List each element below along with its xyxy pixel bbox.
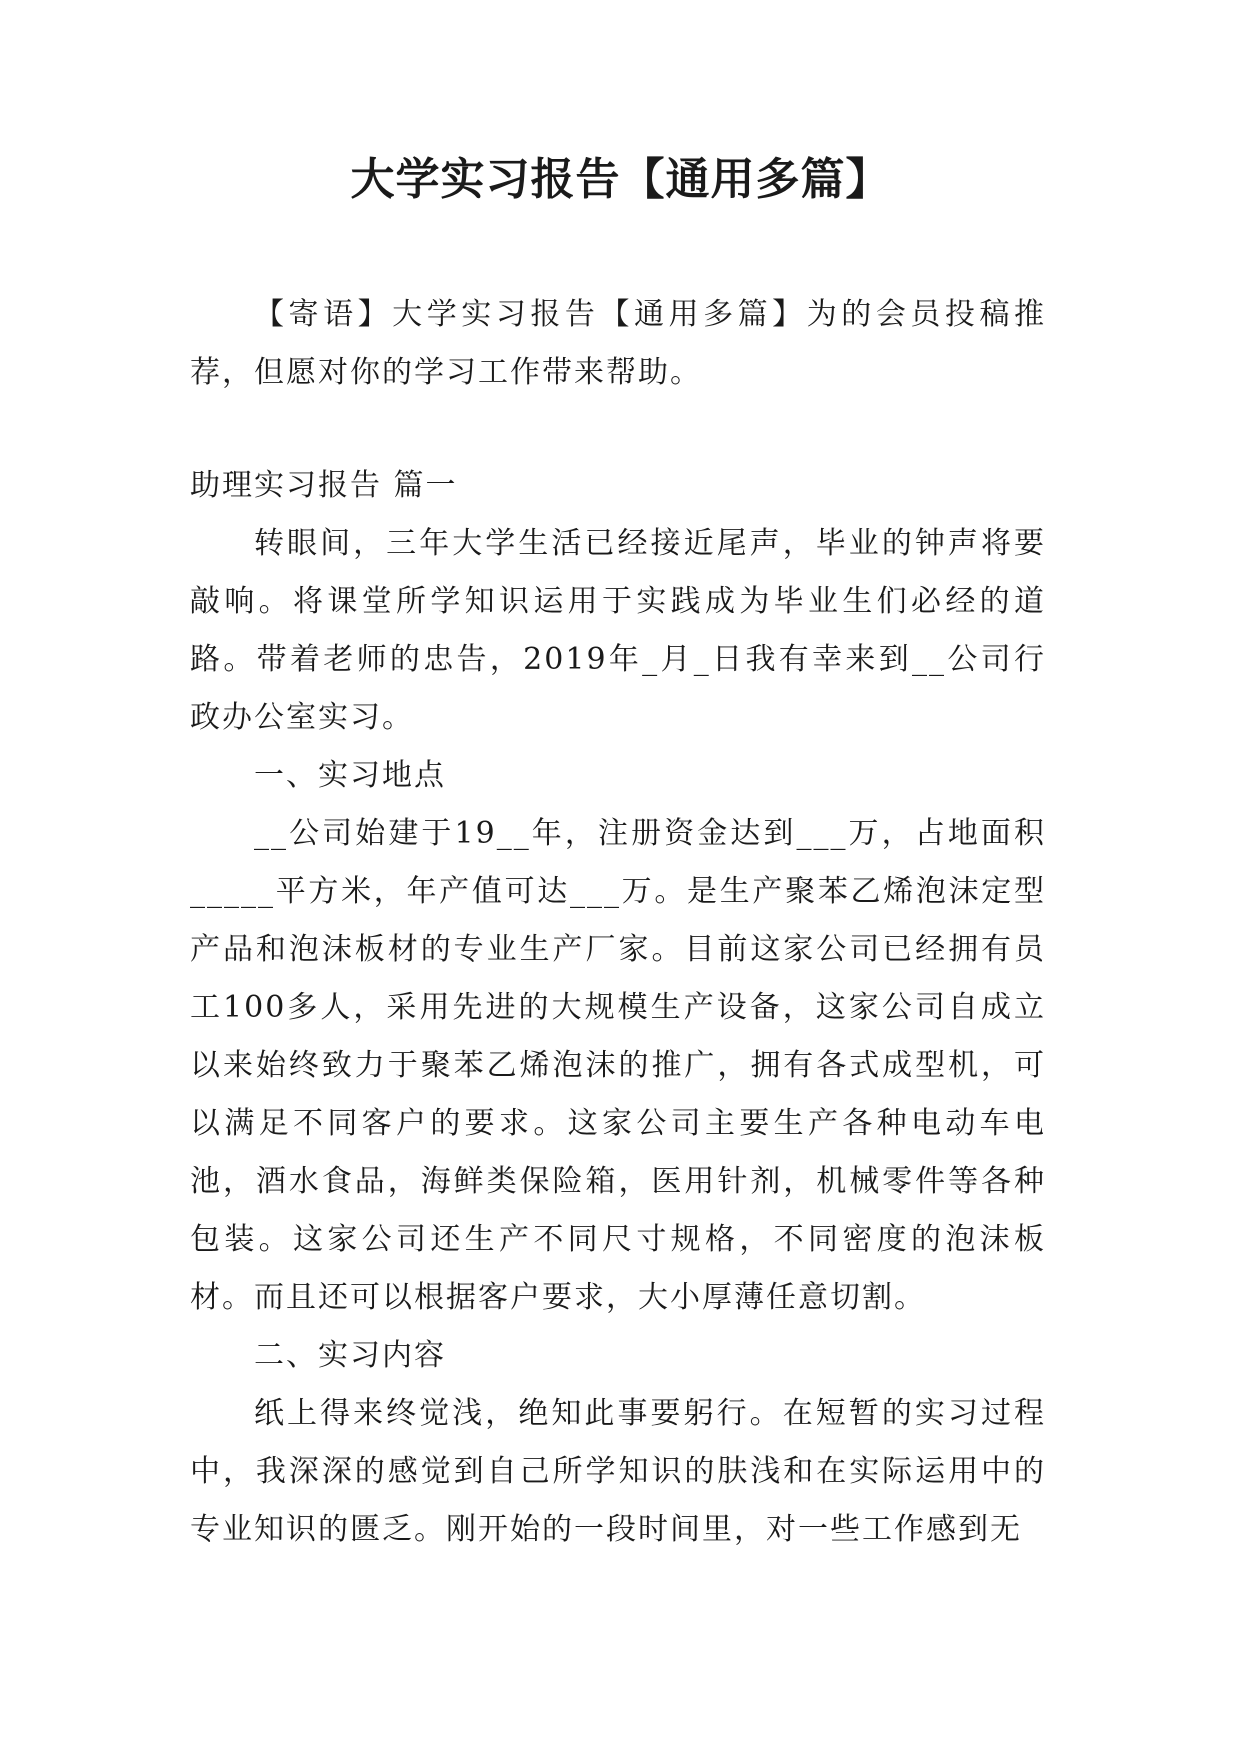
paragraph-opening: 转眼间，三年大学生活已经接近尾声，毕业的钟声将要敲响。将课堂所学知识运用于实践成为毕业生们必经的道路。带着老师的忠告，2019年_月_日我有幸来到__公司行政办公室实习。 [190,526,1046,735]
paragraph-company-profile: __公司始建于19__年，注册资金达到___万，占地面积_____平方米，年产值可达___万。是生产聚苯乙烯泡沫定型产品和泡沫板材的专业生产厂家。目前这家公司已经拥有员工100多人，采用先进的大规模生产设备，这家公司自成立以来始终致力于聚苯乙烯泡沫的推广，拥有各式成型机，可以满足不同客户的要求。这家公司主要生产各种电动车电池，酒水食品，海鲜类保险箱，医用针剂，机械零件等各种包装。这家公司还生产不同尺寸规格，不同密度的泡沫板材。而且还可以根据客户要求，大小厚薄任意切割。 [190,816,1046,1315]
section-heading: 助理实习报告 篇一 [190,468,458,503]
paragraph-internship-reflection: 纸上得来终觉浅，绝知此事要躬行。在短暂的实习过程中，我深深的感觉到自己所学知识的肤浅和在实际运用中的专业知识的匮乏。刚开始的一段时间里，对一些工作感到无 [190,1396,1046,1547]
subheading-internship-content: 二、实习内容 [254,1338,446,1373]
intro-paragraph: 【寄语】大学实习报告【通用多篇】为的会员投稿推荐，但愿对你的学习工作带来帮助。 [190,297,1046,390]
body-content [190,515,1046,1559]
subheading-internship-location: 一、实习地点 [254,758,446,793]
document-title: 大学实习报告【通用多篇】 [350,154,891,205]
